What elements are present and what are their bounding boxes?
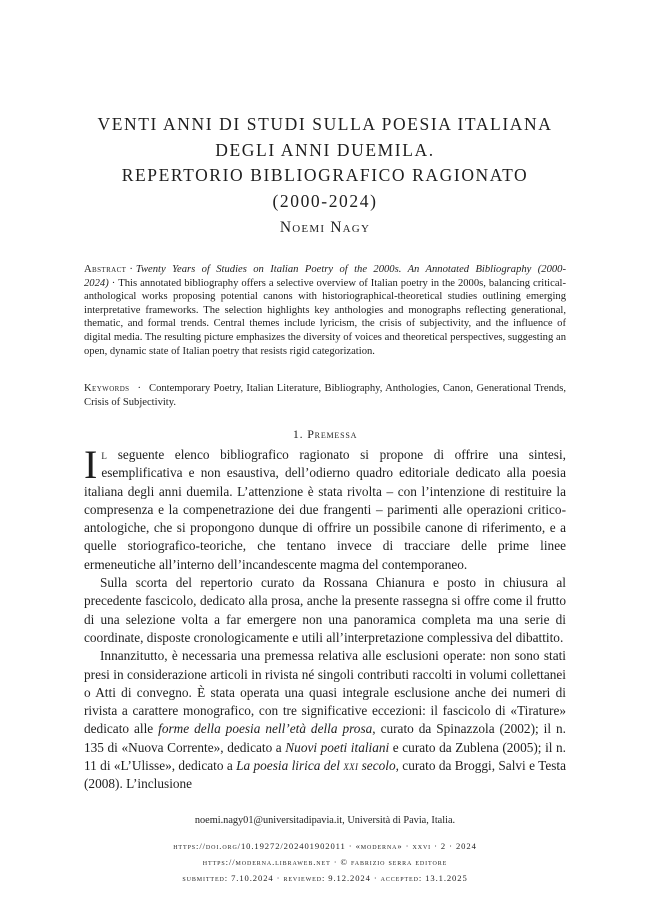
drop-cap: I: [84, 442, 98, 487]
title-line-3: REPERTORIO BIBLIOGRAFICO RAGIONATO: [121, 165, 529, 185]
paragraph-2: Sulla scorta del repertorio curato da Rossana Chianura e posto in chiusura al precedente fascicolo, dedicato alla prosa, anche la presente rassegna si offre come il frutto di una selezione volta a far emergere non una panoramica completa ma una serie di coordinate, disposte cronologicamente e utili all’interpretazione complessiva del dibattito.: [84, 575, 566, 645]
keywords: [84, 382, 566, 409]
paragraph-1-text: seguente elenco bibliografico ragionato si propone di offrire una sintesi, esemplificativa e non esaustiva, dell’odierno quadro editoriale dedicato alla poesia italiana degli anni duemila. L’attenzione è stata rivolta – con l’intenzione di restituire la compresenza e la compenetrazione dei due frangenti – parimenti alle operazioni critico-antologiche, che si propongono dunque di offrire un possibile canone di riferimento, e a quelle storiografico-teoriche, che tentano invece di tracciare delle prime linee ermeneutiche all’interno dell’incandescente magma del contemporaneo.: [84, 447, 566, 572]
paragraph-3-italic-3-smallcaps: xxi: [343, 758, 359, 774]
keywords-separator: ·: [137, 383, 141, 394]
paragraph-3-part-d: , curato da Broggi, Salvi e Testa (2008). L’inclusione: [84, 758, 567, 792]
body-text: [84, 442, 567, 794]
paragraph-3-italic-2: Nuovi poeti italiani: [285, 739, 390, 755]
paragraph-3-part-b: , curato da Spinazzola (2002); il n. 135 di «Nuova Corrente», dedicato a: [84, 721, 566, 755]
doi-line: https://doi.org/10.19272/202401902011 · «moderna» · xxvi · 2 · 2024: [173, 841, 477, 851]
section-heading: 1. Premessa: [292, 427, 358, 441]
author-name: Noemi Nagy: [279, 219, 371, 236]
dates-line: submitted: 7.10.2024 · reviewed: 9.12.2024 · accepted: 13.1.2025: [182, 873, 468, 883]
keywords-label: Keywords: [84, 383, 130, 394]
abstract-english-title: Twenty Years of Studies on Italian Poetry of the 2000s. An Annotated Bibliography (2000-2024): [84, 264, 566, 289]
paragraph-3-italic-3b: secolo: [358, 758, 396, 774]
abstract-label: Abstract: [84, 264, 127, 275]
abstract-text: This annotated bibliography offers a selective overview of Italian poetry in the 2000s, balancing critical-anthological works proposing potential canons with historiographical-theoretical studies outlining emerging interpretative frameworks. The selection highlights key anthologies and monographs reflecting generational, thematic, and formal trends. Central themes include lyricism, the crisis of subjectivity, and the influence of digital media. The resulting picture emphasizes the diversity of voices and theoretical perspectives, suggesting an open, dynamic state of Italian poetry that resists rigid categorization.: [84, 277, 566, 357]
paragraph-3-part-a: Innanzitutto, è necessaria una premessa relativa alle esclusioni operate: non sono stati presi in considerazione articoli in rivista né singoli contributi raccolti in volumi collettanei o Atti di convegno. È stata operata una quasi integrale esclusione anche dei numeri di rivista a carattere monografico, con tre significative eccezioni: il fascicolo di «Tirature» dedicato alle: [84, 648, 566, 737]
first-word-rest: l: [101, 447, 108, 462]
abstract-separator-2: ·: [111, 277, 116, 289]
keywords-text: Contemporary Poetry, Italian Literature, Bibliography, Anthologies, Canon, Generational Trends, Crisis of Subjectivity.: [84, 383, 566, 408]
publisher-line: https://moderna.libraweb.net · © fabrizio serra editore: [202, 857, 448, 867]
title-line-4: (2000-2024): [272, 190, 378, 211]
abstract-separator: ·: [129, 264, 133, 275]
abstract: [84, 263, 566, 358]
paragraph-3-italic-1: forme della poesia nell’età della prosa: [158, 721, 373, 737]
paragraph-3-italic-3a: La poesia lirica del: [236, 758, 344, 774]
paragraph-1: [84, 442, 566, 574]
paragraph-3-part-c: e curato da Zublena (2005); il n. 11 di «L’Ulisse», dedicato a: [84, 739, 567, 774]
title-line-1: VENTI ANNI DI STUDI SULLA POESIA ITALIANA: [97, 114, 553, 134]
paragraph-3: [84, 647, 566, 793]
article-title: [60, 112, 590, 214]
title-line-2: DEGLI ANNI DUEMILA.: [215, 139, 435, 160]
page-footer: [60, 815, 590, 886]
author-affiliation: noemi.nagy01@universitadipavia.it, Università di Pavia, Italia.: [194, 815, 456, 826]
